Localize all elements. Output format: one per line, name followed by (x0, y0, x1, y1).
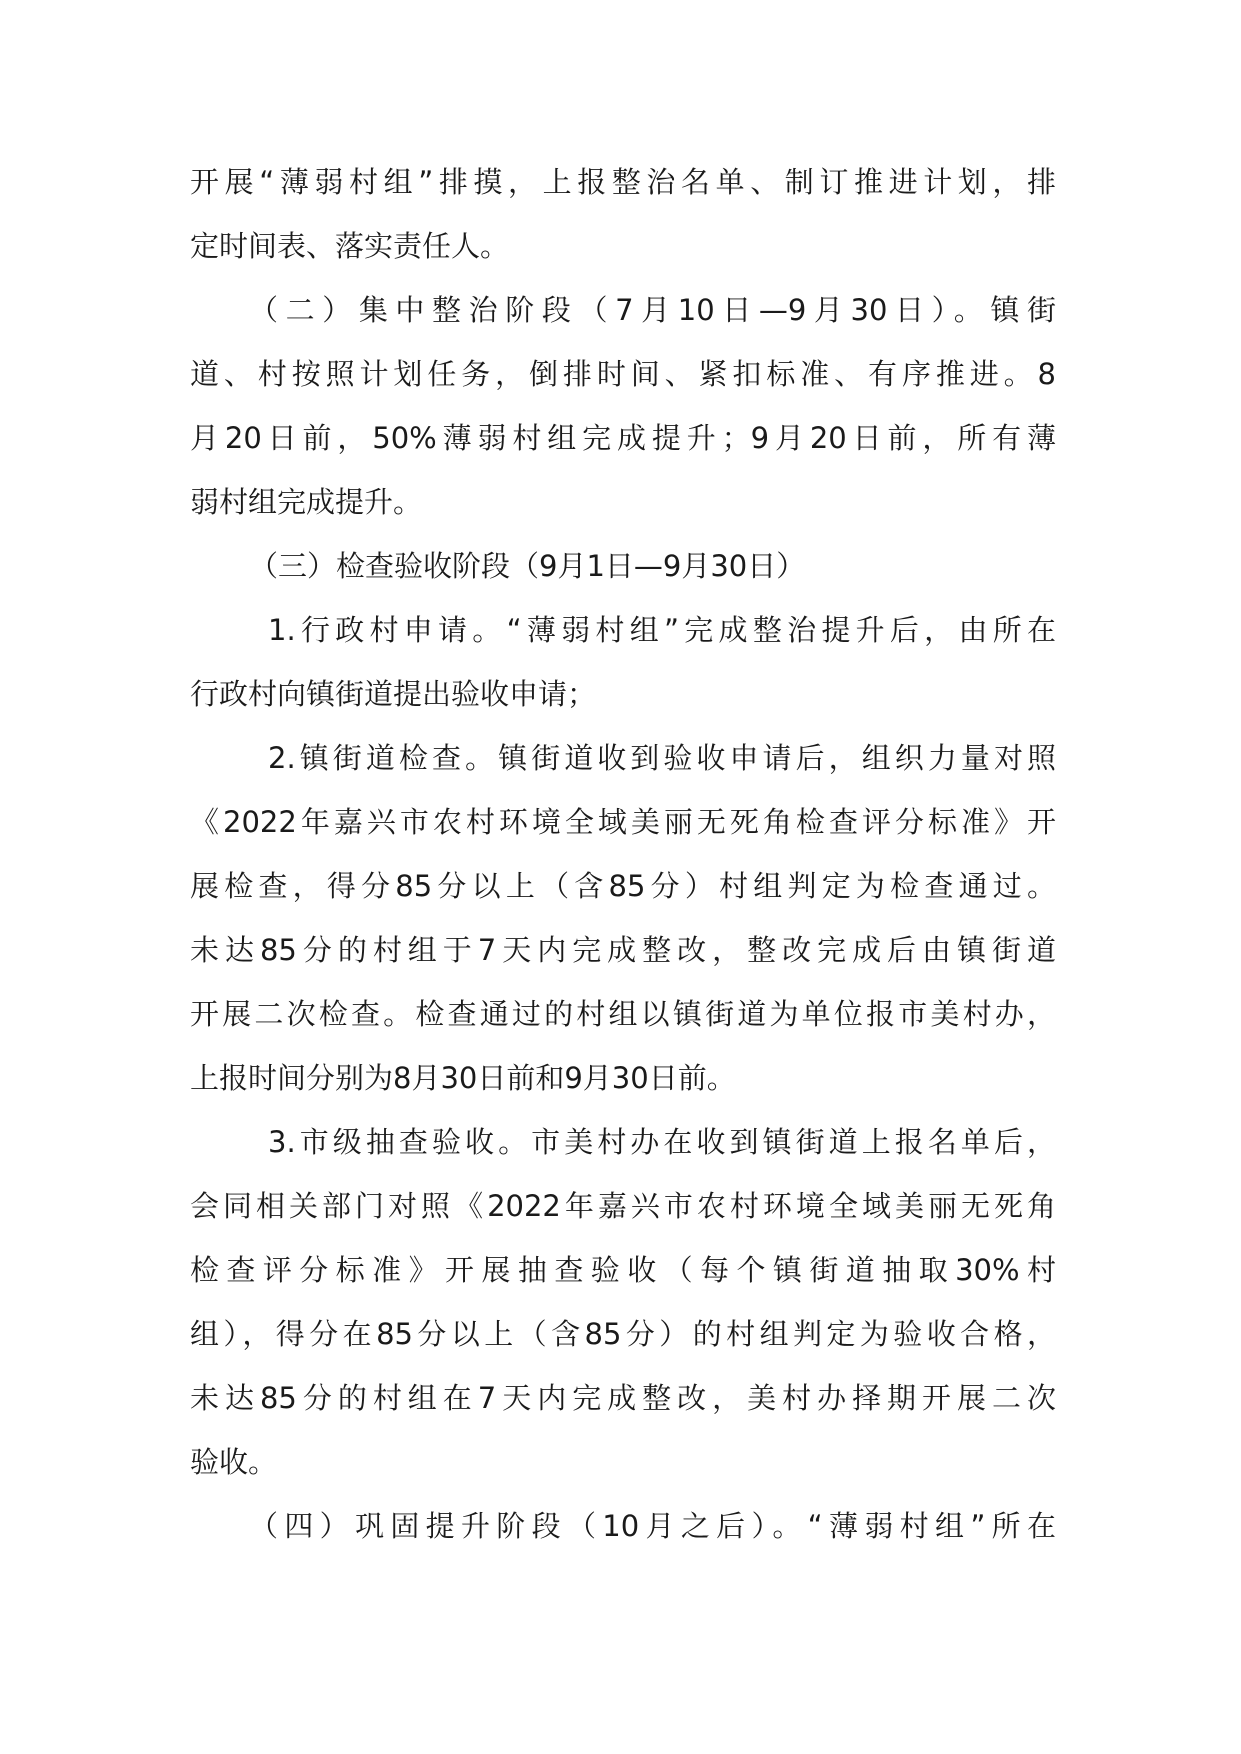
paragraph-line: 验收。 (190, 1445, 278, 1479)
paragraph-line: 展检查，得分85分以上（含85分）村组判定为检查通过。 (190, 869, 1056, 903)
paragraph-line: 开展二次检查。检查通过的村组以镇街道为单位报市美村办， (190, 997, 1056, 1031)
paragraph-line: 月20日前，50%薄弱村组完成提升；9月20日前，所有薄 (190, 421, 1056, 455)
paragraph-line: 组），得分在85分以上（含85分）的村组判定为验收合格， (190, 1317, 1056, 1351)
paragraph-line: 检查评分标准》开展抽查验收（每个镇街道抽取30%村 (190, 1253, 1056, 1287)
numbered-item-line: 1.行政村申请。“薄弱村组”完成整治提升后，由所在 (268, 613, 1056, 647)
paragraph-line: 未达85分的村组在7天内完成整改，美村办择期开展二次 (190, 1381, 1056, 1415)
section-heading-line: （四）巩固提升阶段（10月之后）。“薄弱村组”所在 (249, 1509, 1056, 1543)
paragraph-line: 开展“薄弱村组”排摸，上报整治名单、制订推进计划，排 (190, 165, 1056, 199)
section-heading-line: （二）集中整治阶段（7月10日—9月30日）。镇街 (249, 293, 1056, 327)
paragraph-line: 未达85分的村组于7天内完成整改，整改完成后由镇街道 (190, 933, 1056, 967)
paragraph-line: 弱村组完成提升。 (190, 485, 423, 519)
paragraph-line: 道、村按照计划任务，倒排时间、紧扣标准、有序推进。8 (190, 357, 1056, 391)
paragraph-line: 会同相关部门对照《2022年嘉兴市农村环境全域美丽无死角 (190, 1189, 1056, 1223)
numbered-item-line: 3.市级抽查验收。市美村办在收到镇街道上报名单后， (268, 1125, 1056, 1159)
numbered-item-line: 2.镇街道检查。镇街道收到验收申请后，组织力量对照 (268, 741, 1056, 775)
paragraph-line: 行政村向镇街道提出验收申请； (190, 677, 597, 711)
section-heading-line: （三）检查验收阶段（9月1日—9月30日） (249, 549, 806, 583)
paragraph-line: 《2022年嘉兴市农村环境全域美丽无死角检查评分标准》开 (190, 805, 1056, 839)
paragraph-line: 定时间表、落实责任人。 (190, 229, 510, 263)
paragraph-line: 上报时间分别为8月30日前和9月30日前。 (190, 1061, 736, 1095)
body-text (190, 150, 1056, 1558)
